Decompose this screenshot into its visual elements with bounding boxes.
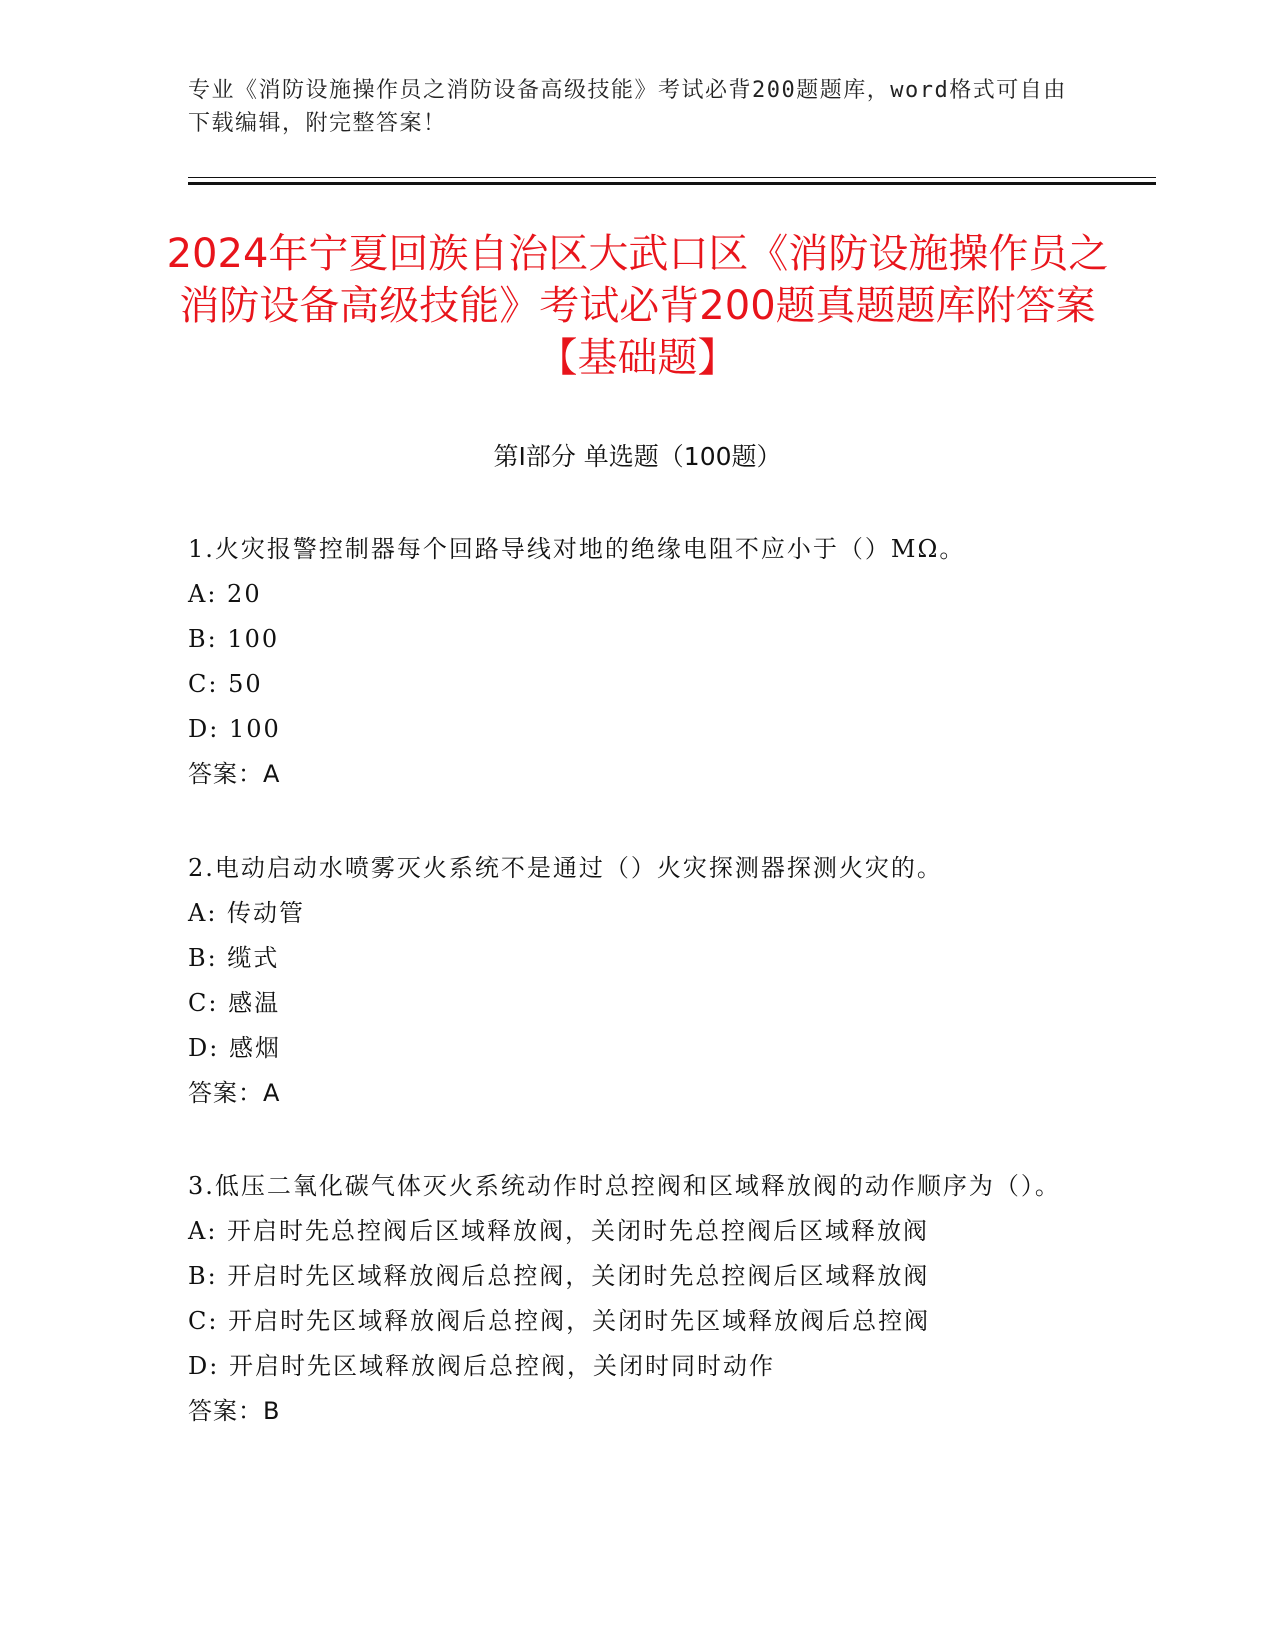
- option-d: D: 开启时先区域释放阀后总控阀，关闭时同时动作: [188, 1352, 775, 1380]
- header-note: 专业《消防设施操作员之消防设备高级技能》考试必背200题题库，word格式可自由下载编辑，附完整答案！: [188, 78, 1067, 136]
- question-stem: 3.低压二氧化碳气体灭火系统动作时总控阀和区域释放阀的动作顺序为（）。: [188, 1172, 1061, 1200]
- option-a: A: 开启时先总控阀后区域释放阀，关闭时先总控阀后区域释放阀: [188, 1217, 930, 1245]
- option-a: A: 传动管: [188, 899, 306, 927]
- document-title: 2024年宁夏回族自治区大武口区《消防设施操作员之消防设备高级技能》考试必背200题真题题库附答案【基础题】: [166, 231, 1109, 381]
- option-d: D: 感烟: [188, 1034, 281, 1062]
- section-heading: 第Ⅰ部分 单选题（100题）: [493, 442, 782, 471]
- option-b: B: 开启时先区域释放阀后总控阀，关闭时先总控阀后区域释放阀: [188, 1262, 930, 1290]
- answer-line: 答案：A: [188, 1079, 281, 1107]
- header-divider-thick: [188, 182, 1156, 185]
- question-item: [188, 846, 1088, 1116]
- option-d: D: 100: [188, 715, 281, 743]
- answer-line: 答案：B: [188, 1397, 281, 1425]
- question-stem: 2.电动启动水喷雾灭火系统不是通过（）火灾探测器探测火灾的。: [188, 854, 943, 882]
- question-item: [188, 527, 1088, 797]
- header-divider-thin: [188, 177, 1156, 178]
- option-c: C: 开启时先区域释放阀后总控阀，关闭时先区域释放阀后总控阀: [188, 1307, 931, 1335]
- answer-line: 答案：A: [188, 760, 281, 788]
- option-c: C: 感温: [188, 989, 281, 1017]
- option-b: B: 缆式: [188, 944, 280, 972]
- question-stem: 1.火灾报警控制器每个回路导线对地的绝缘电阻不应小于（）MΩ。: [188, 535, 966, 563]
- option-b: B: 100: [188, 625, 280, 653]
- option-a: A: 20: [188, 580, 262, 608]
- option-c: C: 50: [188, 670, 263, 698]
- question-item: [188, 1164, 1088, 1434]
